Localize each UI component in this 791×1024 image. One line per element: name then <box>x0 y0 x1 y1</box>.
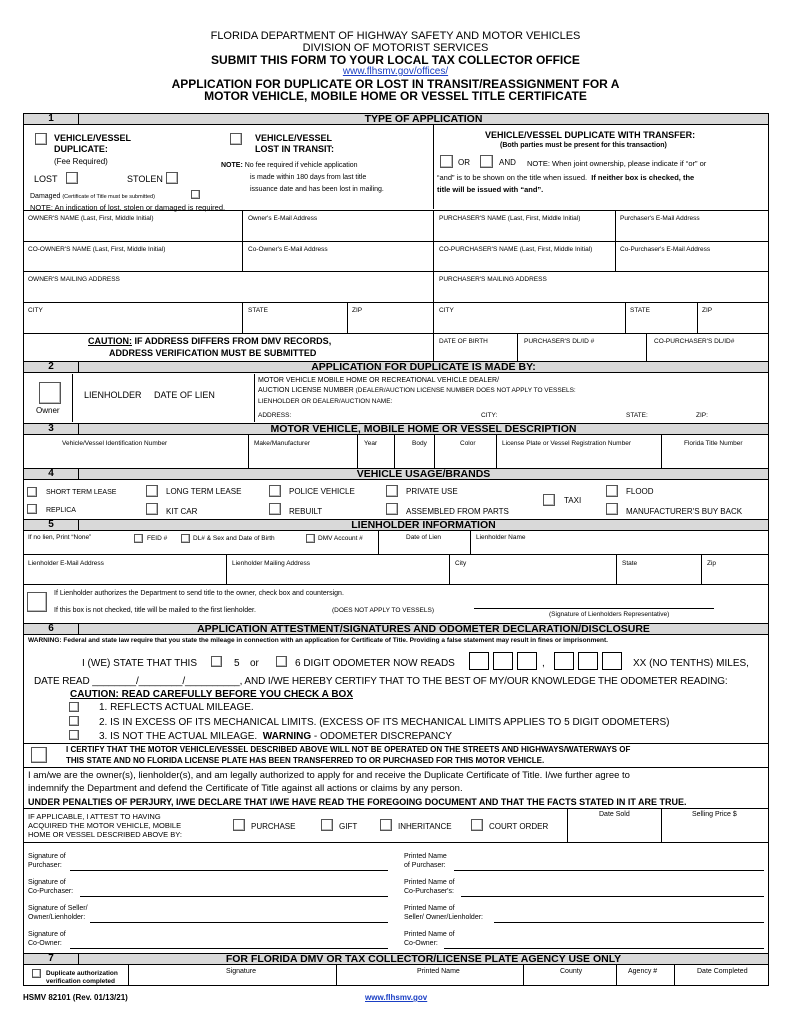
owner-email-label: Owner's E-Mail Address <box>248 215 318 222</box>
s7-agency-label: Agency # <box>628 968 658 975</box>
kit-car-checkbox[interactable] <box>146 503 158 515</box>
section-title: APPLICATION ATTESTMENT/SIGNATURES AND ODOMETER DECLARATION/DISCLOSURE <box>197 623 650 635</box>
police-label: POLICE VEHICLE <box>289 487 355 496</box>
sig-seller-label2: Owner/Lienholder: <box>28 914 86 921</box>
section-title: FOR FLORIDA DMV OR TAX COLLECTOR/LICENSE PLATE AGENCY USE ONLY <box>225 953 622 965</box>
dup-auth-label1: Duplicate authorization <box>46 970 118 977</box>
sig-purchaser-label1: Signature of <box>28 853 66 860</box>
purchase-label: PURCHASE <box>251 822 296 831</box>
dealer-line3: LIENHOLDER OR DEALER/AUCTION NAME: <box>258 398 393 405</box>
section-2-bar <box>24 361 768 373</box>
owner-city-label: CITY <box>28 307 43 314</box>
fee-required: (Fee Required) <box>54 157 108 166</box>
section-7-bar <box>24 953 768 965</box>
indication-note: NOTE: An indication of lost, stolen or damaged is required. <box>30 203 226 212</box>
damaged-checkbox[interactable] <box>191 190 200 199</box>
lost-checkbox[interactable] <box>66 172 78 184</box>
section-title: APPLICATION FOR DUPLICATE IS MADE BY: <box>311 361 536 373</box>
address-caution-line2: ADDRESS VERIFICATION MUST BE SUBMITTED <box>109 348 317 358</box>
transfer-sub: (Both parties must be present for this transaction) <box>500 142 667 149</box>
purchaser-address-label: PURCHASER'S MAILING ADDRESS <box>439 276 547 283</box>
option-1-text: 1. REFLECTS ACTUAL MILEAGE. <box>99 702 254 713</box>
purchaser-signature-line[interactable] <box>70 870 388 871</box>
section-number: 4 <box>24 469 79 479</box>
caution-text: CAUTION: READ CAREFULLY BEFORE YOU CHECK A BOX <box>70 689 353 700</box>
odometer-warning: WARNING: Federal and state law require that you state the mileage in connection with an application for Certificate of Title. Providing a false statement may result in fines or imprisonment. <box>28 637 608 644</box>
s7-printed-name-label: Printed Name <box>417 968 460 975</box>
pn-copurchaser-label2: Co-Purchaser's: <box>404 888 454 895</box>
assembled-label: ASSEMBLED FROM PARTS <box>406 507 509 516</box>
dealer-zip-label: ZIP: <box>696 412 708 419</box>
section-5-bar <box>24 519 768 531</box>
miles-label: XX (NO TENTHS) MILES, <box>633 658 749 669</box>
lienholder-authorize-checkbox[interactable] <box>27 592 47 612</box>
certify-line2: THIS STATE AND NO FLORIDA LICENSE PLATE HAS BEEN TRANSFERRED TO OR PURCHASED FOR THIS MOTOR VEHICLE. <box>66 756 545 765</box>
dealer-address-label: ADDRESS: <box>258 412 292 419</box>
submit-instruction: SUBMIT THIS FORM TO YOUR LOCAL TAX COLLECTOR OFFICE <box>211 53 580 67</box>
sig-copurchaser-label2: Co-Purchaser: <box>28 888 74 895</box>
section-6-bar <box>24 623 768 635</box>
seller-signature-line[interactable] <box>90 922 388 923</box>
transit-title: VEHICLE/VESSEL <box>255 133 333 143</box>
section-number: 5 <box>24 520 79 530</box>
coowner-email-label: Co-Owner's E-Mail Address <box>248 246 328 253</box>
owners-statement-line2: indemnify the Department and defend the Certificate of Title against all actions or claims by any person. <box>28 783 463 794</box>
dmv-label: DMV Account # <box>318 535 363 542</box>
form-id: HSMV 82101 (Rev. 01/13/21) <box>23 993 128 1002</box>
s7-date-completed-label: Date Completed <box>697 968 748 975</box>
dealer-line2: AUCTION LICENSE NUMBER (DEALER/AUCTION LICENSE NUMBER DOES NOT APPLY TO VESSELS: <box>258 387 576 394</box>
section-number: 7 <box>24 954 79 964</box>
certify-checkbox[interactable] <box>31 747 47 763</box>
six-digit-label: 6 DIGIT ODOMETER NOW READS <box>295 658 455 669</box>
odometer-digit-3[interactable] <box>517 652 537 670</box>
private-label: PRIVATE USE <box>406 487 458 496</box>
court-order-label: COURT ORDER <box>489 822 549 831</box>
division-name: DIVISION OF MOTORIST SERVICES <box>302 42 489 54</box>
sig-coowner-label2: Co-Owner: <box>28 940 62 947</box>
s7-signature-label: Signature <box>226 968 256 975</box>
state-that-text: I (WE) STATE THAT THIS <box>82 658 198 669</box>
copurchaser-dl-label: CO-PURCHASER'S DL/ID# <box>654 338 735 345</box>
date-of-lien-label: DATE OF LIEN <box>154 390 215 400</box>
no-lien-label: If no lien, Print “None” <box>28 534 92 541</box>
sig-coowner-label1: Signature of <box>28 931 66 938</box>
odometer-digit-6[interactable] <box>602 652 622 670</box>
pn-coowner-label1: Printed Name of <box>404 931 455 938</box>
transit-note1: NOTE: No fee required if vehicle application <box>221 162 358 169</box>
title-number-label: Florida Title Number <box>684 440 743 447</box>
transit-checkbox[interactable] <box>230 133 242 145</box>
odometer-digit-4[interactable] <box>554 652 574 670</box>
purchaser-city-label: CITY <box>439 307 454 314</box>
form-header <box>0 30 791 102</box>
gift-label: GIFT <box>339 822 358 831</box>
form-title-line1: APPLICATION FOR DUPLICATE OR LOST IN TRANSIT/REASSIGNMENT FOR A <box>171 77 620 91</box>
copurchaser-name-label: CO-PURCHASER'S NAME (Last, First, Middle Initial) <box>439 246 593 253</box>
certify-line1: I CERTIFY THAT THE MOTOR VEHICLE/VESSEL DESCRIBED ABOVE WILL NOT BE OPERATED ON THE STREETS AND HIGHWAYS/WATERWAYS OF <box>66 745 631 754</box>
lien-state-label: State <box>622 560 638 567</box>
section-title: MOTOR VEHICLE, MOBILE HOME OR VESSEL DESCRIPTION <box>270 423 577 435</box>
perjury-statement: UNDER PENALTIES OF PERJURY, I/WE DECLARE THAT I/WE HAVE READ THE FOREGOING DOCUMENT AND THAT THE FACTS STATED IN IT ARE TRUE. <box>28 797 687 807</box>
owner-name-label: OWNER'S NAME (Last, First, Middle Initial) <box>28 215 154 222</box>
sig-copurchaser-label1: Signature of <box>28 879 66 886</box>
stolen-label: STOLEN <box>127 174 163 184</box>
lienholder-sig-label: (Signature of Lienholders Representative) <box>549 611 670 618</box>
purchaser-dl-label: PURCHASER'S DL/ID # <box>524 338 595 345</box>
section-number: 2 <box>24 362 79 372</box>
owner-made-by-checkbox[interactable] <box>39 382 61 404</box>
not-checked-text: If this box is not checked, title will be mailed to the first lienholder. <box>54 607 256 614</box>
application-form <box>23 113 769 986</box>
or-checkbox[interactable] <box>440 155 453 168</box>
owner-label: Owner <box>36 406 60 415</box>
transfer-note1: NOTE: When joint ownership, please indicate if “or” or <box>527 159 707 168</box>
purchaser-zip-label: ZIP <box>702 307 713 314</box>
purchase-checkbox[interactable] <box>233 819 245 831</box>
dl-checkbox[interactable] <box>181 534 190 543</box>
authorize-text: If Lienholder authorizes the Department to send title to the owner, check box and countersign. <box>54 590 344 597</box>
transfer-note2: “and” is to be shown on the title when issued. If neither box is checked, the <box>437 173 695 182</box>
kit-car-label: KIT CAR <box>166 507 198 516</box>
option-2-text: 2. IS IN EXCESS OF ITS MECHANICAL LIMITS. (EXCESS OF ITS MECHANICAL LIMITS APPLIES TO 5 DIGIT ODOMETERS) <box>99 717 670 728</box>
coowner-signature-line[interactable] <box>70 948 388 949</box>
make-label: Make/Manufacturer <box>254 440 310 447</box>
owner-zip-label: ZIP <box>352 307 363 314</box>
pn-seller-label1: Printed Name of <box>404 905 455 912</box>
dealer-line1: MOTOR VEHICLE MOBILE HOME OR RECREATIONAL VEHICLE DEALER/ <box>258 377 500 384</box>
lien-zip-label: Zip <box>707 560 717 567</box>
seller-printed-line[interactable] <box>494 922 764 923</box>
attest-line1: IF APPLICABLE, I ATTEST TO HAVING <box>28 812 161 821</box>
taxi-checkbox[interactable] <box>543 494 555 506</box>
dup-title2: DUPLICATE: <box>54 144 108 154</box>
replica-checkbox[interactable] <box>27 504 37 514</box>
lien-date-label: Date of Lien <box>406 534 442 541</box>
s7-county-label: County <box>560 968 583 975</box>
copurchaser-printed-line[interactable] <box>461 896 764 897</box>
section-3-bar <box>24 423 768 435</box>
purchaser-name-label: PURCHASER'S NAME (Last, First, Middle Initial) <box>439 215 581 222</box>
pn-coowner-label2: Co-Owner: <box>404 940 438 947</box>
plate-label: License Plate or Vessel Registration Number <box>502 440 631 447</box>
rebuilt-label: REBUILT <box>289 507 323 516</box>
long-term-checkbox[interactable] <box>146 485 158 497</box>
option-3-text: 3. IS NOT THE ACTUAL MILEAGE. WARNING - ODOMETER DISCREPANCY <box>99 731 453 742</box>
owner-address-label: OWNER'S MAILING ADDRESS <box>28 276 120 283</box>
lien-address-label: Lienholder Mailing Address <box>232 560 311 567</box>
lien-city-label: City <box>455 560 467 567</box>
stolen-checkbox[interactable] <box>166 172 178 184</box>
taxi-label: TAXI <box>564 496 582 505</box>
court-order-checkbox[interactable] <box>471 819 483 831</box>
dup-auth-checkbox[interactable] <box>32 969 41 978</box>
section-1-bar <box>24 113 768 125</box>
form-title-line2: MOTOR VEHICLE, MOBILE HOME OR VESSEL TITLE CERTIFICATE <box>204 89 587 103</box>
replica-label: REPLICA <box>46 507 76 514</box>
section-4-bar <box>24 468 768 480</box>
pn-seller-label2: Seller/ Owner/Lienholder: <box>404 914 483 921</box>
owner-state-label: STATE <box>248 307 268 314</box>
agency-name: FLORIDA DEPARTMENT OF HIGHWAY SAFETY AND MOTOR VEHICLES <box>210 30 581 42</box>
year-label: Year <box>364 440 378 447</box>
coowner-name-label: CO-OWNER'S NAME (Last, First, Middle Initial) <box>28 246 166 253</box>
lien-name-label: Lienholder Name <box>476 534 526 541</box>
section-title: TYPE OF APPLICATION <box>364 113 483 125</box>
section-title: VEHICLE USAGE/BRANDS <box>356 468 491 480</box>
purchaser-state-label: STATE <box>630 307 650 314</box>
buyback-checkbox[interactable] <box>606 503 618 515</box>
attest-line3: HOME OR VESSEL DESCRIBED ABOVE BY: <box>28 830 182 839</box>
five-label: 5 <box>234 658 240 669</box>
color-label: Color <box>460 440 476 447</box>
purchaser-printed-line[interactable] <box>454 870 764 871</box>
odometer-digit-5[interactable] <box>578 652 598 670</box>
date-read-text: DATE READ ________/________/__________, AND I/WE HEREBY CERTIFY THAT TO THE BEST OF MY/OUR KNOWLEDGE THE ODOMETER READING: <box>34 676 728 687</box>
transfer-note3: title will be issued with “and”. <box>437 185 544 194</box>
not-actual-checkbox[interactable] <box>69 730 79 740</box>
pn-purchaser-label2: of Purchaser: <box>404 862 446 869</box>
assembled-checkbox[interactable] <box>386 503 398 515</box>
inheritance-checkbox[interactable] <box>380 819 392 831</box>
lost-label: LOST <box>34 174 58 184</box>
copurchaser-email-label: Co-Purchaser's E-Mail Address <box>620 246 711 253</box>
inheritance-label: INHERITANCE <box>398 822 452 831</box>
footer-link[interactable]: www.flhsmv.gov <box>365 993 428 1002</box>
pn-purchaser-label1: Printed Name <box>404 853 447 860</box>
damaged-label: Damaged (Certificate of Title must be submitted) <box>30 193 155 200</box>
or-label: or <box>250 658 259 669</box>
purchaser-email-label: Purchaser's E-Mail Address <box>620 215 700 222</box>
section-number: 6 <box>24 624 79 634</box>
dob-label: DATE OF BIRTH <box>439 338 488 345</box>
vin-label: Vehicle/Vessel Identification Number <box>62 440 168 447</box>
duplicate-checkbox[interactable] <box>35 133 47 145</box>
rebuilt-checkbox[interactable] <box>269 503 281 515</box>
sig-seller-label1: Signature of Seller/ <box>28 905 88 912</box>
pn-copurchaser-label1: Printed Name of <box>404 879 455 886</box>
not-vessels-text: (DOES NOT APPLY TO VESSELS) <box>332 607 434 614</box>
transit-note3: issuance date and has been lost in mailing. <box>250 186 384 193</box>
and-label: AND <box>499 158 516 167</box>
date-sold-label: Date Sold <box>599 811 630 818</box>
owners-statement-line1: I am/we are the owner(s), lienholder(s), and am legally authorized to apply for and receive the Duplicate Certificate of Title. I/we further agree to <box>28 770 630 781</box>
six-digit-checkbox[interactable] <box>276 656 287 667</box>
odometer-digit-2[interactable] <box>493 652 513 670</box>
actual-mileage-checkbox[interactable] <box>69 702 79 712</box>
coowner-printed-line[interactable] <box>444 948 764 949</box>
lien-email-label: Lienholder E-Mail Address <box>28 560 104 567</box>
or-label: OR <box>458 158 470 167</box>
address-caution-line1: CAUTION: IF ADDRESS DIFFERS FROM DMV RECORDS, <box>88 336 332 346</box>
transfer-title: VEHICLE/VESSEL DUPLICATE WITH TRANSFER: <box>485 130 696 140</box>
police-checkbox[interactable] <box>269 485 281 497</box>
feid-label: FEID # <box>147 535 168 542</box>
excess-checkbox[interactable] <box>69 716 79 726</box>
flood-label: FLOOD <box>626 487 654 496</box>
buyback-label: MANUFACTURER'S BUY BACK <box>626 507 743 516</box>
five-digit-checkbox[interactable] <box>211 656 222 667</box>
gift-checkbox[interactable] <box>321 819 333 831</box>
selling-price-label: Selling Price $ <box>692 811 737 818</box>
attest-line2: ACQUIRED THE MOTOR VEHICLE, MOBILE <box>28 821 182 830</box>
transit-note2: is made within 180 days from last title <box>250 174 367 181</box>
section-number: 3 <box>24 424 79 434</box>
sig-purchaser-label2: Purchaser: <box>28 862 62 869</box>
long-term-label: LONG TERM LEASE <box>166 487 242 496</box>
dmv-checkbox[interactable] <box>306 534 315 543</box>
dealer-state-label: STATE: <box>626 412 648 419</box>
dup-title: VEHICLE/VESSEL <box>54 133 132 143</box>
and-checkbox[interactable] <box>480 155 493 168</box>
section-title: LIENHOLDER INFORMATION <box>351 519 496 531</box>
body-label: Body <box>412 440 427 447</box>
copurchaser-signature-line[interactable] <box>80 896 388 897</box>
dl-label: DL# & Sex and Date of Birth <box>193 535 275 542</box>
flood-checkbox[interactable] <box>606 485 618 497</box>
short-term-label: SHORT TERM LEASE <box>46 489 117 496</box>
odometer-comma: , <box>542 658 545 669</box>
dup-auth-label2: verification completed <box>46 978 115 985</box>
section-number: 1 <box>24 114 79 124</box>
feid-checkbox[interactable] <box>134 534 143 543</box>
dealer-city-label: CITY: <box>481 412 498 419</box>
offices-link[interactable]: www.flhsmv.gov/offices/ <box>342 66 449 77</box>
lienholder-label: LIENHOLDER <box>84 390 142 400</box>
private-checkbox[interactable] <box>386 485 398 497</box>
odometer-digit-1[interactable] <box>469 652 489 670</box>
transit-title2: LOST IN TRANSIT: <box>255 144 334 154</box>
short-term-checkbox[interactable] <box>27 487 37 497</box>
